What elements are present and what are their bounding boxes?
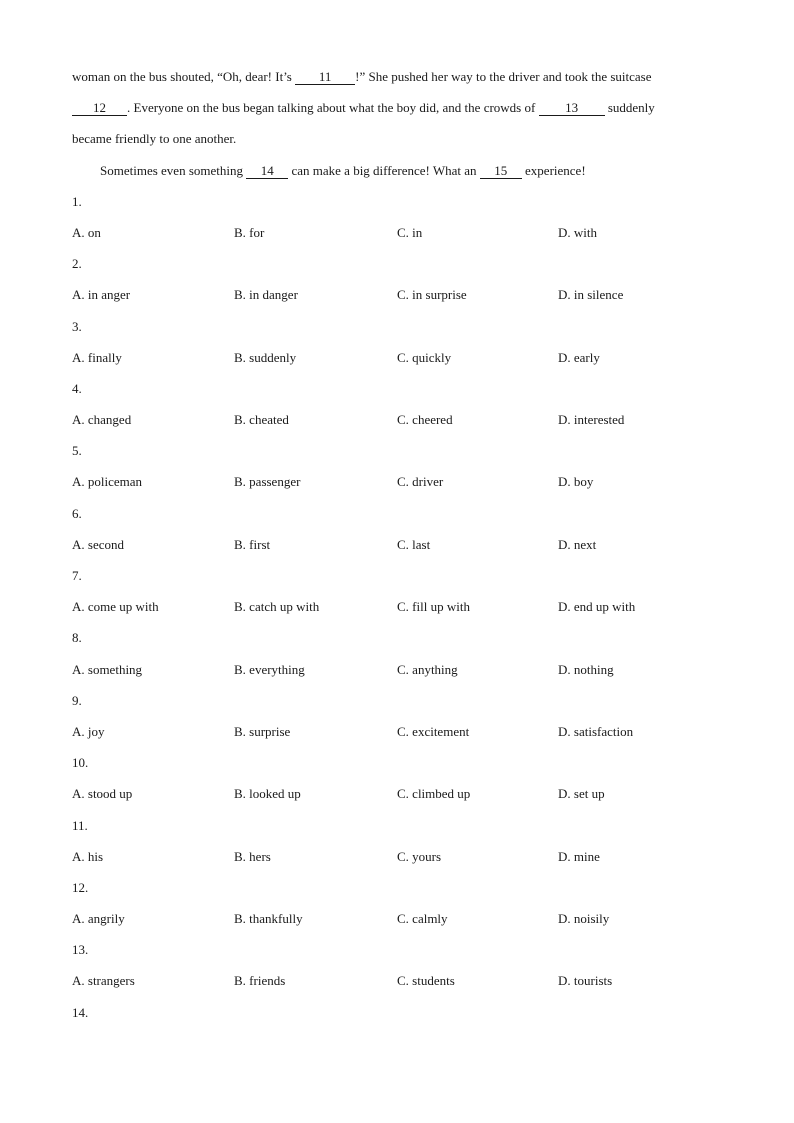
blank-14: 14 xyxy=(246,164,288,179)
passage-line-4 xyxy=(72,155,722,186)
blank-15: 15 xyxy=(480,164,522,179)
blank-11: 11 xyxy=(295,70,355,85)
option-row xyxy=(72,342,722,373)
option-b[interactable]: B. in danger xyxy=(234,287,298,303)
passage-text: suddenly xyxy=(604,100,655,116)
option-b[interactable]: B. hers xyxy=(234,848,271,864)
question-number: 3. xyxy=(72,318,82,334)
option-c[interactable]: C. driver xyxy=(397,474,444,490)
question-number: 11. xyxy=(72,817,88,833)
option-d[interactable]: D. early xyxy=(558,349,600,365)
blank-12: 12 xyxy=(72,101,127,116)
option-a[interactable]: A. in anger xyxy=(72,287,131,303)
option-b[interactable]: B. first xyxy=(234,536,271,552)
option-a[interactable]: A. joy xyxy=(72,723,105,739)
option-c[interactable]: C. last xyxy=(397,536,431,552)
option-row xyxy=(72,466,722,497)
option-b[interactable]: B. looked up xyxy=(234,786,301,802)
option-c[interactable]: C. students xyxy=(397,973,455,989)
option-a[interactable]: A. strangers xyxy=(72,973,135,989)
question-number: 6. xyxy=(72,505,82,521)
question-number: 5. xyxy=(72,443,82,459)
option-a[interactable]: A. angrily xyxy=(72,911,125,927)
option-b[interactable]: B. suddenly xyxy=(234,349,297,365)
option-row xyxy=(72,279,722,310)
option-row xyxy=(72,404,722,435)
passage-text: experience! xyxy=(521,162,586,178)
option-c[interactable]: C. in surprise xyxy=(397,287,467,303)
option-c[interactable]: C. anything xyxy=(397,661,458,677)
blank-13: 13 xyxy=(539,101,605,116)
option-c[interactable]: C. quickly xyxy=(397,349,452,365)
passage-text: can make a big difference! What an xyxy=(288,162,480,178)
question-number: 2. xyxy=(72,256,82,272)
option-b[interactable]: B. catch up with xyxy=(234,599,320,615)
option-a[interactable]: A. finally xyxy=(72,349,122,365)
option-c[interactable]: C. excitement xyxy=(397,723,470,739)
option-a[interactable]: A. policeman xyxy=(72,474,143,490)
option-d[interactable]: D. nothing xyxy=(558,661,614,677)
question-number: 9. xyxy=(72,692,82,708)
question-number: 4. xyxy=(72,380,82,396)
option-d[interactable]: D. satisfaction xyxy=(558,723,634,739)
document-page xyxy=(72,61,722,1028)
question-number: 12. xyxy=(72,879,89,895)
option-d[interactable]: D. noisily xyxy=(558,911,610,927)
option-d[interactable]: D. boy xyxy=(558,474,594,490)
option-d[interactable]: D. next xyxy=(558,536,597,552)
question-number: 14. xyxy=(72,1004,89,1020)
question-list xyxy=(72,186,722,997)
question-number: 13. xyxy=(72,942,89,958)
passage-line-2 xyxy=(72,92,722,123)
passage-text: Sometimes even something xyxy=(100,162,247,178)
option-a[interactable]: A. come up with xyxy=(72,599,159,615)
option-b[interactable]: B. cheated xyxy=(234,412,289,428)
option-row xyxy=(72,965,722,996)
option-row xyxy=(72,654,722,685)
option-a[interactable]: A. something xyxy=(72,661,143,677)
option-row xyxy=(72,591,722,622)
option-b[interactable]: B. everything xyxy=(234,661,305,677)
option-row xyxy=(72,903,722,934)
passage-line-1 xyxy=(72,61,722,92)
passage-text: woman on the bus shouted, “Oh, dear! It’s xyxy=(72,69,296,84)
option-d[interactable]: D. in silence xyxy=(558,287,624,303)
option-d[interactable]: D. interested xyxy=(558,412,625,428)
option-a[interactable]: A. on xyxy=(72,224,101,240)
option-b[interactable]: B. surprise xyxy=(234,723,291,739)
option-a[interactable]: A. second xyxy=(72,536,124,552)
question-number: 10. xyxy=(72,755,89,771)
option-d[interactable]: D. mine xyxy=(558,848,600,864)
passage-line-3: became friendly to one another. xyxy=(72,131,237,147)
option-d[interactable]: D. with xyxy=(558,224,597,240)
option-c[interactable]: C. in xyxy=(397,224,423,240)
question-number: 8. xyxy=(72,630,82,646)
option-c[interactable]: C. climbed up xyxy=(397,786,471,802)
option-c[interactable]: C. calmly xyxy=(397,911,448,927)
option-b[interactable]: B. friends xyxy=(234,973,286,989)
option-c[interactable]: C. cheered xyxy=(397,412,453,428)
option-c[interactable]: C. yours xyxy=(397,848,442,864)
option-d[interactable]: D. end up with xyxy=(558,599,636,615)
passage-text: !” She pushed her way to the driver and took the suitcase xyxy=(355,69,652,84)
option-b[interactable]: B. passenger xyxy=(234,474,301,490)
option-a[interactable]: A. stood up xyxy=(72,786,133,802)
option-a[interactable]: A. changed xyxy=(72,412,132,428)
option-row xyxy=(72,529,722,560)
option-row xyxy=(72,778,722,809)
option-b[interactable]: B. for xyxy=(234,224,265,240)
question-number: 1. xyxy=(72,193,82,209)
question-number: 7. xyxy=(72,568,82,583)
option-d[interactable]: D. set up xyxy=(558,786,605,802)
option-b[interactable]: B. thankfully xyxy=(234,911,303,927)
option-a[interactable]: A. his xyxy=(72,848,104,864)
option-c[interactable]: C. fill up with xyxy=(397,599,470,615)
option-row xyxy=(72,716,722,747)
option-d[interactable]: D. tourists xyxy=(558,973,613,989)
option-row xyxy=(72,217,722,248)
passage-text: . Everyone on the bus began talking about what the boy did, and the crowds of xyxy=(127,100,539,116)
option-row xyxy=(72,841,722,872)
